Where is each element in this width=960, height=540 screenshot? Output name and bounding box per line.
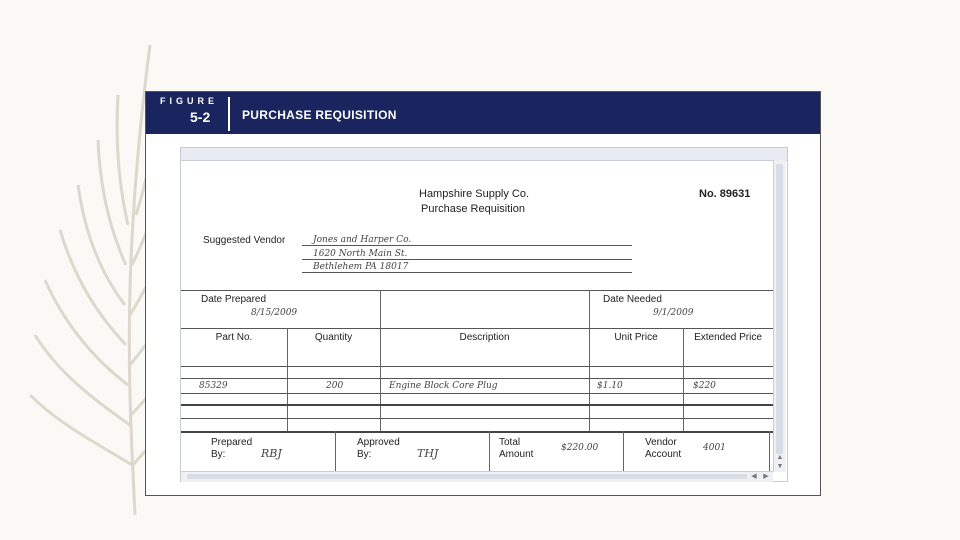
date-prepared-label: Date Prepared <box>201 294 267 305</box>
col-quantity: Quantity <box>314 332 353 343</box>
requisition-number: No. 89631 <box>699 188 751 200</box>
scroll-down-icon[interactable]: ▼ <box>776 463 784 470</box>
figure-title: PURCHASE REQUISITION <box>242 108 397 122</box>
amount-label: Amount <box>499 449 534 460</box>
account-label: Account <box>645 449 682 460</box>
prepared-by-label: By: <box>211 449 226 460</box>
horizontal-scroll-thumb[interactable] <box>187 474 747 479</box>
row-quantity: 200 <box>326 381 344 391</box>
suggested-vendor-label: Suggested Vendor <box>203 235 286 246</box>
vendor-address: 1620 North Main St. <box>313 249 408 259</box>
vertical-scrollbar[interactable] <box>773 160 786 472</box>
vendor-account-value: 4001 <box>703 443 726 453</box>
col-description: Description <box>459 332 510 343</box>
scroll-right-icon[interactable]: ▶ <box>763 473 769 480</box>
company-name: Hampshire Supply Co. <box>419 188 530 200</box>
row-unit-price: $1.10 <box>597 381 623 391</box>
row-extended-price: $220 <box>693 381 716 391</box>
col-unit-price: Unit Price <box>614 332 658 343</box>
date-needed-label: Date Needed <box>603 294 662 305</box>
prepared-label: Prepared <box>211 437 253 448</box>
date-needed-value: 9/1/2009 <box>653 308 694 318</box>
header-divider <box>228 97 230 131</box>
horizontal-scrollbar[interactable] <box>181 471 773 482</box>
requisition-form <box>180 147 788 482</box>
col-extended-price: Extended Price <box>694 332 762 343</box>
figure-frame <box>145 91 821 496</box>
row-part-no: 85329 <box>199 381 228 391</box>
col-part-no: Part No. <box>215 332 253 343</box>
figure-number: 5-2 <box>190 109 211 125</box>
scroll-up-icon[interactable]: ▲ <box>776 454 784 461</box>
approved-by-label: By: <box>357 449 372 460</box>
approved-label: Approved <box>357 437 400 448</box>
date-prepared-value: 8/15/2009 <box>251 308 298 318</box>
vendor-label: Vendor <box>645 437 677 448</box>
vertical-scroll-thumb[interactable] <box>776 164 783 454</box>
prepared-by-value: RBJ <box>261 447 282 460</box>
scroll-left-icon[interactable]: ◀ <box>751 473 757 480</box>
total-amount-value: $220.00 <box>561 443 599 453</box>
total-label: Total <box>499 437 521 448</box>
vendor-city: Bethlehem PA 18017 <box>313 262 409 272</box>
form-name: Purchase Requisition <box>421 203 525 215</box>
vendor-name: Jones and Harper Co. <box>313 235 412 245</box>
figure-header <box>146 92 820 134</box>
row-description: Engine Block Core Plug <box>389 381 498 391</box>
form-window-bar <box>181 148 787 161</box>
approved-by-value: THJ <box>417 447 439 460</box>
figure-label: FIGURE <box>160 96 219 106</box>
